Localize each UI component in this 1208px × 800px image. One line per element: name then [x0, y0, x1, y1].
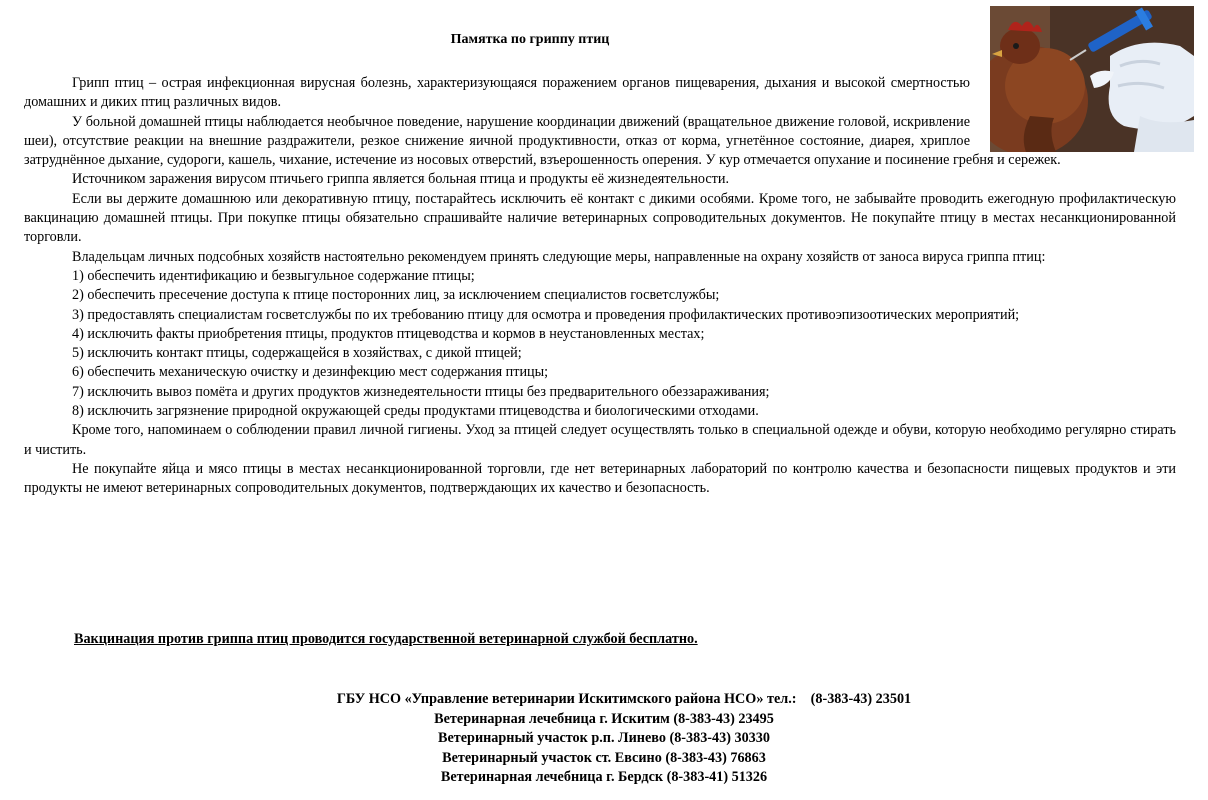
contact-line-main: ГБУ НСО «Управление ветеринарии Искитимского района НСО» тел.: (8-383-43) 23501 — [336, 691, 912, 707]
measure-item: 4) исключить факты приобретения птицы, продуктов птицеводства и кормов в неустановленных местах; — [72, 325, 705, 342]
measure-item: 7) исключить вывоз помёта и других продуктов жизнедеятельности птицы без предварительного обеззараживания; — [72, 383, 770, 400]
paragraph-purchase-warning: Не покупайте яйца и мясо птицы в местах несанкционированной торговли, где нет ветеринарных лабораторий по контролю качества и безопасности пищевых продуктов и эти продукты не имеют ветеринарных сопроводительных документов, подтверждающих их качество и безопасность. — [24, 460, 1176, 497]
contact-line: Ветеринарный участок р.п. Линево (8-383-43) 30330 — [438, 730, 770, 747]
measure-item: 1) обеспечить идентификацию и безвыгульное содержание птицы; — [72, 267, 475, 284]
photo-float-spacer — [970, 113, 1176, 151]
paragraph-symptoms-text: У больной домашней птицы наблюдается необычное поведение, нарушение координации движений (вращательное движение головой, искривление шеи), отсутствие реакции на внешние раздражители, резкое снижение яичной продуктивности, отказ от корма, угнетённое состояние, диарея, хриплое затруднённое дыхание, судороги, кашель, чихание, истечение из носовых отверстий, взъерошенность оперения. У кур отмечается опухание и посинение гребня и сережек. — [24, 113, 1061, 169]
measure-item: 5) исключить контакт птицы, содержащейся в хозяйствах, с дикой птицей; — [72, 345, 522, 362]
measure-item: 8) исключить загрязнение природной окружающей среды продуктами птицеводства и биологическими отходами. — [72, 403, 759, 420]
contact-line: Ветеринарная лечебница г. Искитим (8-383-43) 23495 — [434, 710, 774, 727]
paragraph-definition: Грипп птиц – острая инфекционная вирусная болезнь, характеризующаяся поражением органов пищеварения, дыхания и высокой смертностью домашних и диких птиц различных видов. — [24, 75, 970, 111]
vaccination-notice: Вакцинация против гриппа птиц проводится государственной ветеринарной службой бесплатно. — [74, 631, 698, 647]
memo-body — [24, 74, 1176, 499]
document-title: Памятка по гриппу птиц — [450, 32, 610, 47]
contact-line: Ветеринарный участок ст. Евсино (8-383-43) 76863 — [442, 749, 766, 766]
measure-item: 3) предоставлять специалистам госветслужбы по их требованию птицу для осмотра и проведения профилактических противоэпизоотических мероприятий; — [72, 306, 1020, 323]
contact-line: Ветеринарная лечебница г. Бердск (8-383-41) 51326 — [440, 769, 768, 786]
paragraph-measures-intro: Владельцам личных подсобных хозяйств настоятельно рекомендуем принять следующие меры, направленные на охрану хозяйств от заноса вируса гриппа птиц: — [72, 248, 1046, 265]
measure-item: 6) обеспечить механическую очистку и дезинфекцию мест содержания птицы; — [72, 364, 549, 381]
contacts-block — [0, 690, 1208, 788]
paragraph-symptoms — [24, 113, 1176, 171]
measure-item: 2) обеспечить пресечение доступа к птице посторонних лиц, за исключением специалистов госветслужбы; — [72, 287, 720, 304]
paragraph-source: Источником заражения вирусом птичьего гриппа является больная птица и продукты её жизнедеятельности. — [72, 171, 730, 188]
paragraph-hygiene: Кроме того, напоминаем о соблюдении правил личной гигиены. Уход за птицей следует осуществлять только в специальной одежде и обуви, которую необходимо регулярно стирать и чистить. — [24, 422, 1176, 458]
paragraph-advice: Если вы держите домашнюю или декоративную птицу, постарайтесь исключить её контакт с дикими особями. Кроме того, не забывайте проводить ежегодную профилактическую вакцинацию домашней птицы. При покупке птицы обязательно спрашивайте наличие ветеринарных сопроводительных документов. Не покупайте птицу в местах несанкционированной торговли. — [24, 190, 1176, 246]
